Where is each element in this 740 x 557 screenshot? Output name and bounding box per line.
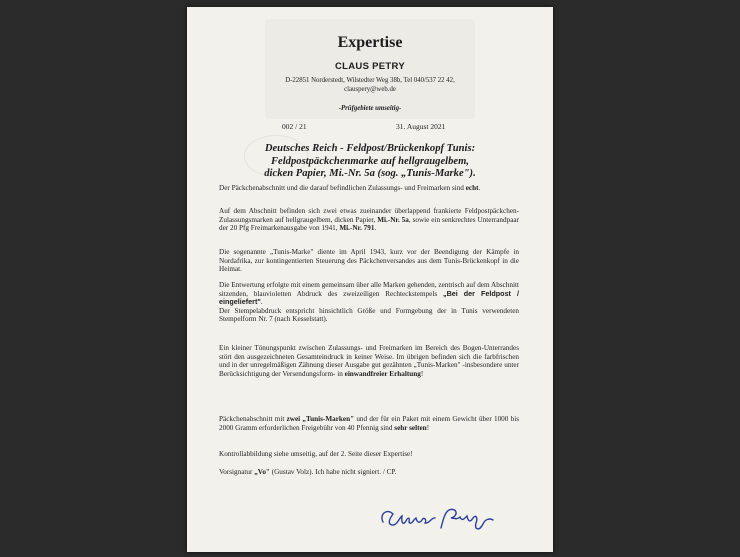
certificate-number: 002 / 21 <box>282 122 307 131</box>
subject-heading <box>207 143 533 181</box>
subject-line: Deutsches Reich - Feldpost/Brückenkopf Tunis: <box>264 143 476 154</box>
paragraph-control-image: Kontrollabbildung siehe umseitig, auf der 2. Seite dieser Expertise! <box>219 450 413 458</box>
paragraph-presignature: Vorsignatur „Vo" (Gustav Volz). Ich habe nicht signiert. / CP. <box>219 468 397 476</box>
pruefgebiete-note: -Prüfgebiete umseitig- <box>338 105 402 112</box>
certificate-date: 31. August 2021 <box>396 122 446 131</box>
expertise-document <box>187 7 553 552</box>
subject-line: Feldpostpäckchenmarke auf hellgraugelbem, <box>270 155 470 167</box>
subject-line: dicken Papier, Mi.-Nr. 5a (sog. „Tunis-Marke"). <box>264 168 476 179</box>
paragraph-cancellation: Die Entwertung erfolgte mit einem gemeinsam über alle Marken gehenden, zentrisch auf dem Abschnitt sitzenden, blauvioletten Abdruck des zweizeiligen Rechteckstempels „Bei der Feldpost / eingeliefert". Der Stempelabdruck entspricht hinsichtlich Größe und Formgebung der in Tunis verwendeten Stempelform Nr. 7 (nach Kesselstatt). <box>219 281 519 324</box>
expert-name: CLAUS PETRY <box>335 61 405 72</box>
email-line: clauspery@web.de <box>344 86 396 93</box>
handwritten-signature <box>377 502 497 534</box>
expert-address <box>187 76 553 94</box>
paragraph-rarity: Päckchenabschnitt mit zwei „Tunis-Marken" und der für ein Paket mit einem Gewicht über 1000 bis 2000 Gramm erforderlichen Freigebühr von 40 Pfennig sind sehr selten! <box>219 415 519 432</box>
document-title: Expertise <box>337 34 403 51</box>
address-line: D-22851 Norderstedt, Wilstedter Weg 38b, Tel 040/537 22 42, <box>285 77 455 84</box>
paragraph-description: Auf dem Abschnitt befinden sich zwei etwas zueinander überlappend frankierte Feldpostpäckchen-Zulassungsmarken auf hellgraugelbem, dicken Papier, Mi.-Nr. 5a, sowie ein senkrechtes Unterrandpaar der 20 Pfg Freimarkenausgabe von 1941, Mi.-Nr. 791. <box>219 207 519 233</box>
paragraph-condition: Ein kleiner Tönungspunkt zwischen Zulassungs- und Freimarken im Bereich des Bogen-Unterrandes stört den ausgezeichneten Gesamteindruck in keiner Weise. Im übrigen befinden sich die farbfrischen und in der unregelmäßigen Zähnung dieser Ausgabe gut gezähnten „Tunis-Marken" -insbesondere unter Berücksichtigung der Versendungsform- in einwandfreier Erhaltung! <box>219 344 519 378</box>
paragraph-history: Die sogenannte „Tunis-Marke" diente im April 1943, kurz vor der Beendigung der Kämpfe in Nordafrika, zur kontingentierten Steuerung des Päckchenversandes aus dem Tunis-Brückenkopf in die Heimat. <box>219 248 519 274</box>
paragraph-authenticity: Der Päckchenabschnitt und die darauf befindlichen Zulassungs- und Freimarken sind echt. <box>219 184 481 192</box>
